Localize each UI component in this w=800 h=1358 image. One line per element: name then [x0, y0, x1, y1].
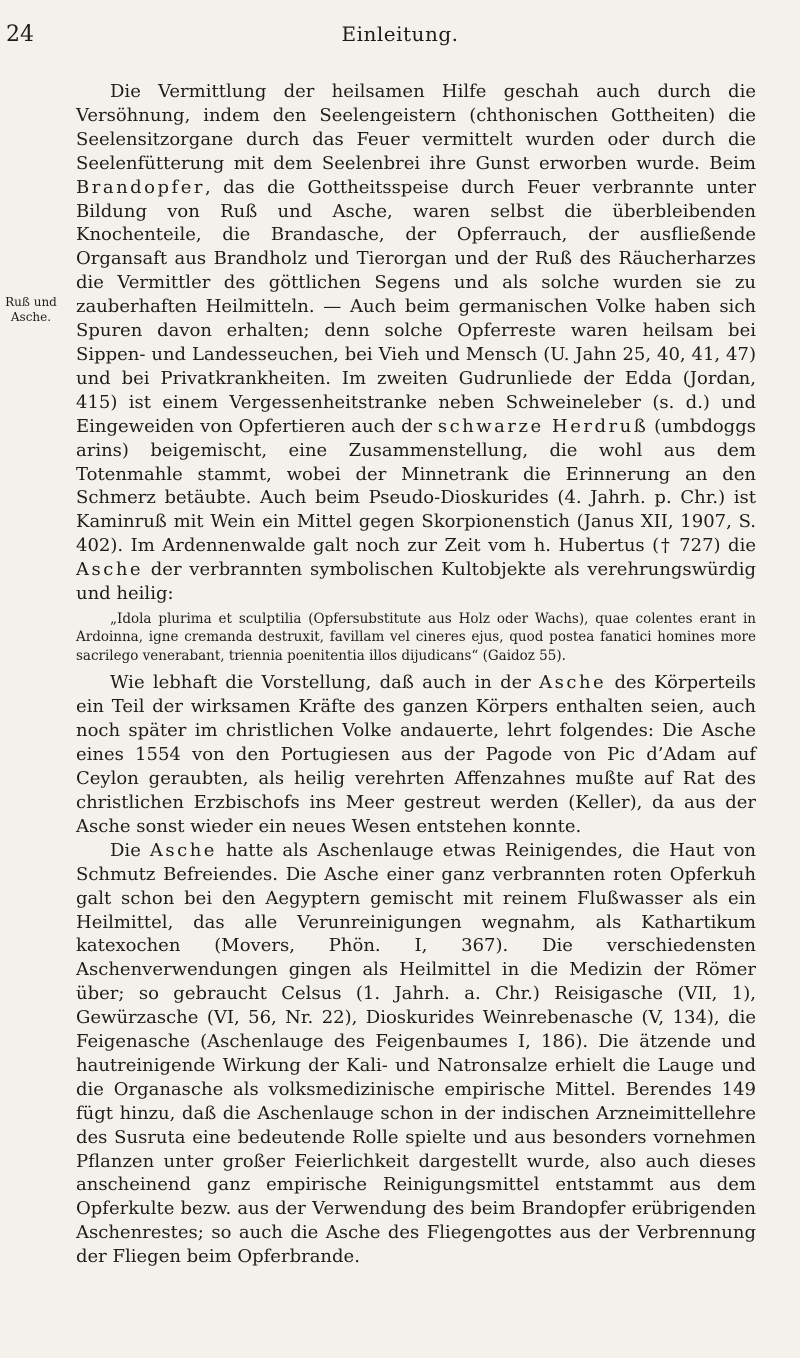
spaced-emphasis: Asche	[76, 559, 144, 581]
running-head: Einleitung.	[341, 22, 459, 46]
paragraph	[76, 839, 756, 1269]
text-run: „Idola plurima et sculptilia (Opfersubstitute aus Holz oder Wachs), quae colentes erant in Ardoinna, igne cremanda destruxit, favillam vel cineres ejus, quod postea fanatici homines more sacrilego venerabant, triennia poenitentia illos dijudicans“ (Gaidoz 55).	[76, 610, 756, 664]
latin-quote	[76, 610, 756, 666]
page-number: 24	[6, 22, 34, 47]
margin-note: Ruß und Asche.	[5, 295, 57, 324]
text-run: , das die Gottheitsspeise durch Feuer verbrannte unter Bildung von Ruß und Asche, waren selbst die überbleibenden Knochenteile, die Brandasche, der Opferrauch, der ausfließende Organsaft aus Brandholz und Tierorgan und der Ruß des Räucherharzes die Vermittler des göttlichen Segens und als solche wurden sie zu zauberhaften Heilmitteln. — Auch beim germanischen Volke haben sich Spuren davon erhalten; denn solche Opferreste waren heilsam bei Sippen- und Landesseuchen, bei Vieh und Mensch (U. Jahn 25, 40, 41, 47) und bei Privatkrankheiten. Im zweiten Gudrunliede der Edda (Jordan, 415) ist einem Vergessenheitstranke neben Schweineleber (s. d.) und Eingeweiden von Opfertieren auch der	[76, 176, 756, 437]
spaced-emphasis: Brandopfer	[76, 176, 205, 198]
spaced-emphasis: schwarze Herdruß	[437, 415, 649, 437]
text-run: hatte als Aschenlauge etwas Reinigendes, die Haut von Schmutz Befreiendes. Die Asche einer ganz verbrannten roten Opferkuh galt schon bei den Aegyptern gemischt mit reinem Flußwasser als ein Heilmittel, das alle Verunreinigungen wegnahm, als Kathartikum katexochen (Movers, Phön. I, 367). Die verschiedensten Aschenverwendungen gingen als Heilmittel in die Medizin der Römer über; so gebraucht Celsus (1. Jahrh. a. Chr.) Reisigasche (VII, 1), Gewürzasche (VI, 56, Nr. 22), Dioskurides Weinrebenasche (V, 134), die Feigenasche (Aschenlauge des Feigenbaumes I, 186). Die ätzende und hautreinigende Wirkung der Kali- und Natronsalze erhielt die Lauge und die Organasche als volksmedizinische empirische Mittel. Berendes 149 fügt hinzu, daß die Aschenlauge schon in der indischen Arzneimittellehre des Susruta eine bedeutende Rolle spielte und aus besonders vornehmen Pflanzen unter großer Feierlichkeit dargestellt wurde, also auch dieses anscheinend ganz empirische Reinigungsmittel entstammt aus dem Opferkulte bezw. aus der Verwendung des beim Brandopfer erübrigenden Aschenrestes; so auch die Asche des Fliegengottes aus der Verbrennung der Fliegen beim Opferbrande.	[76, 839, 756, 1268]
paragraph	[76, 80, 756, 606]
text-run: Die	[110, 839, 150, 861]
text-run: Wie lebhaft die Vorstellung, daß auch in der	[110, 672, 540, 694]
main-text	[76, 80, 756, 1269]
text-run: der verbrannten symbolischen Kultobjekte als verehrungswürdig und heilig:	[76, 559, 756, 605]
text-run: (umbdoggs arins) beigemischt, eine Zusammenstellung, die wohl aus dem Totenmahle stammt, wobei der Minnetrank die Erinnerung an den Schmerz betäubte. Auch beim Pseudo-Dioskurides (4. Jahrh. p. Chr.) ist Kaminruß mit Wein ein Mittel gegen Skorpionenstich (Janus XII, 1907, S. 402). Im Ardennenwalde galt noch zur Zeit vom h. Hubertus († 727) die	[76, 415, 756, 557]
text-run: des Körperteils ein Teil der wirksamen Kräfte des ganzen Körpers enthalten seien, auch noch später im christlichen Volke andauerte, lehrt folgendes: Die Asche eines 1554 von den Portugiesen aus der Pagode von Pic d’Adam auf Ceylon geraubten, als heilig verehrten Affenzahnes mußte auf Rat des christlichen Erzbischofs ins Meer gestreut werden (Keller), da aus der Asche sonst wieder ein neues Wesen entstehen konnte.	[76, 672, 756, 837]
text-run: Die Vermittlung der heilsamen Hilfe geschah auch durch die Versöhnung, indem den Seelengeistern (chthonischen Gottheiten) die Seelensitzorgane durch das Feuer vermittelt wurden oder durch die Seelenfütterung mit dem Seelenbrei ihre Gunst erworben wurde. Beim	[76, 81, 756, 174]
spaced-emphasis: Asche	[149, 839, 217, 861]
paragraph	[76, 671, 756, 838]
page-header	[0, 22, 800, 52]
spaced-emphasis: Asche	[539, 672, 607, 694]
